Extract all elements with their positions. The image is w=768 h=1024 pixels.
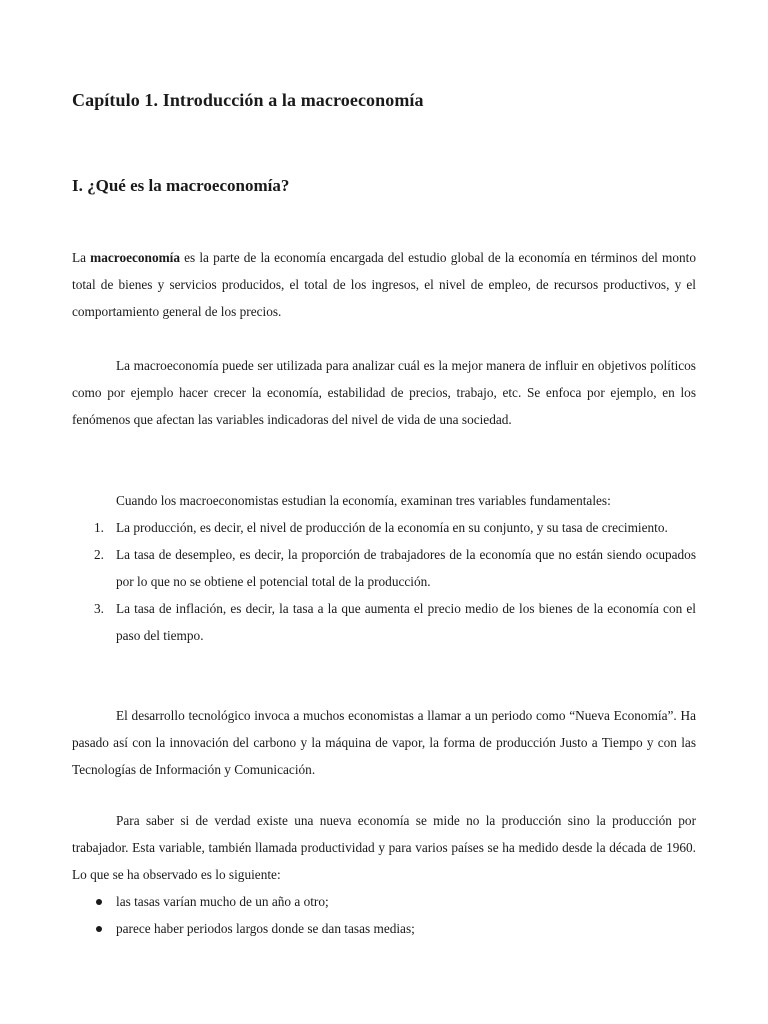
chapter-title: Capítulo 1. Introducción a la macroeconomía <box>72 90 424 110</box>
bullet-icon <box>96 899 102 905</box>
observations-list <box>72 888 696 942</box>
list-item <box>72 915 696 942</box>
paragraph-new-economy: El desarrollo tecnológico invoca a muchos economistas a llamar a un periodo como “Nueva Economía”. Ha pasado así con la innovación del carbono y la máquina de vapor, la forma de producción Justo a Tiempo y con las Tecnologías de Información y Comunicación. <box>72 708 696 777</box>
bullet-icon <box>96 926 102 932</box>
paragraph-definition-prefix: La <box>72 250 91 265</box>
list-marker: 2. <box>94 547 104 562</box>
paragraph-variables-intro: Cuando los macroeconomistas estudian la economía, examinan tres variables fundamentales: <box>116 493 611 508</box>
variables-list <box>72 514 696 649</box>
list-marker: 1. <box>94 520 104 535</box>
list-item-text: La tasa de inflación, es decir, la tasa a la que aumenta el precio medio de los bienes de la economía con el paso del tiempo. <box>116 601 696 643</box>
list-marker: 3. <box>94 601 104 616</box>
list-item <box>72 595 696 649</box>
list-item <box>72 888 696 915</box>
list-item <box>72 541 696 595</box>
paragraph-productivity: Para saber si de verdad existe una nueva economía se mide no la producción sino la producción por trabajador. Esta variable, también llamada productividad y para varios países se ha medido desde la década de 1960. Lo que se ha observado es lo siguiente: <box>72 813 696 882</box>
list-item-text: La producción, es decir, el nivel de producción de la economía en su conjunto, y su tasa de crecimiento. <box>116 520 668 535</box>
list-item <box>72 514 696 541</box>
term-macroeconomia: macroeconomía <box>90 250 181 265</box>
list-item-text: parece haber periodos largos donde se dan tasas medias; <box>116 921 415 936</box>
paragraph-definition-rest: es la parte de la economía encargada del estudio global de la economía en términos del monto total de bienes y servicios producidos, el total de los ingresos, el nivel de empleo, de recursos productivos, y el comportamiento general de los precios. <box>72 250 696 319</box>
paragraph-uses: La macroeconomía puede ser utilizada para analizar cuál es la mejor manera de influir en objetivos políticos como por ejemplo hacer crecer la economía, estabilidad de precios, trabajo, etc. Se enfoca por ejemplo, en los fenómenos que afectan las variables indicadoras del nivel de vida de una sociedad. <box>72 358 696 427</box>
section-title: I. ¿Qué es la macroeconomía? <box>72 176 290 195</box>
paragraph-definition <box>72 244 696 325</box>
list-item-text: las tasas varían mucho de un año a otro; <box>116 894 329 909</box>
list-item-text: La tasa de desempleo, es decir, la proporción de trabajadores de la economía que no están siendo ocupados por lo que no se obtiene el potencial total de la producción. <box>116 547 696 589</box>
